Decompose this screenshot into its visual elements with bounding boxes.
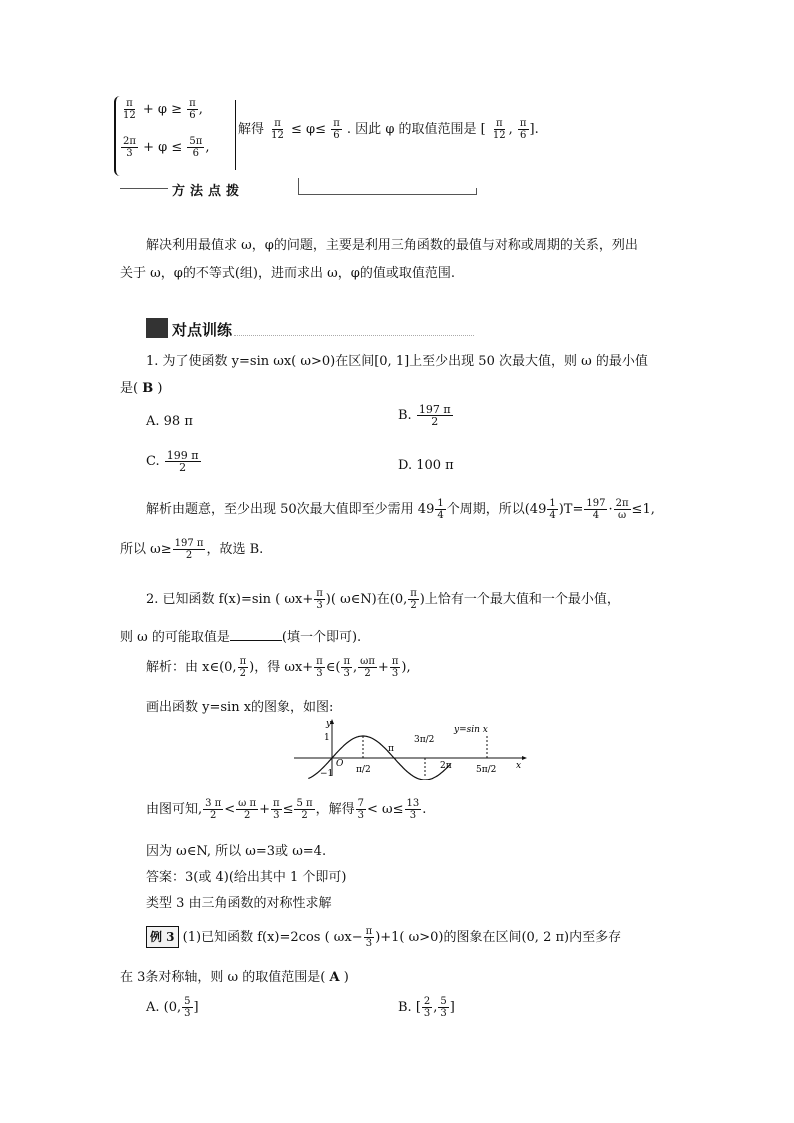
label-pi: π [388,744,394,754]
q2-solution-2: 画出函数 y=sin x的图象，如图: [146,700,334,715]
q2-line-2: 则 ω 的可能取值是 (填一个即可). [120,630,362,645]
method-text-2: 关于 ω，φ的不等式(组)，进而求出 ω，φ的值或取值范围. [120,266,455,281]
system-line-1: $\frac{\pi}{12}$ + φ ≥ $\frac{\pi}{6}$ , [123,98,203,121]
x-axis-arrow [522,756,527,760]
section-heading [146,318,476,340]
section-title: 对点训练 [172,321,233,339]
label-origin: O [336,759,344,769]
q1-option-b: B. $\frac{197 \pi}{2}$ [398,403,451,428]
answer-blank[interactable] [230,628,282,641]
label-y-sin-x: y=sin x [454,725,488,735]
method-text-1: 解决利用最值求 ω，φ的问题，主要是利用三角函数的最值与对称或周期的关系，列出 [146,238,638,253]
system-conclusion: 解得 $\frac{\pi}{12}$ ≤ φ≤ $\frac{\pi}{6}$ . 因此 φ 的取值范围是 [ $\frac{\pi}{12}$ , $\frac{\pi}{6}$ ]. [238,118,539,141]
q1-option-d: D. 100 π [398,458,454,473]
q2-solution-3: 由图可知, $\frac{3 \pi}{2}$ < $\frac{\text{ω π}}{2}$ + $\frac{\pi}{3}$ ≤ $\frac{5 \pi}{2}$ ，解得 $\frac{7}{3}$ < ω≤ $\frac{13}{3}$ . [146,798,427,821]
q2-solution-1: 解析：由 x∈(0, $\frac{\pi}{2}$ )，得 ωx+ $\frac{\pi}{3}$ ∈( $\frac{\pi}{3}$ , $\frac{\omega\pi}{2}$ + $\frac{\pi}{3}$ ), [146,656,411,679]
label-neg1: −1 [320,769,334,779]
method-tip-title: 方法点拨 [172,184,245,199]
right-bar [231,100,236,170]
ex3-answer: A [329,970,340,985]
label-y: y [326,719,332,729]
q1-option-a: A. 98 π [146,414,193,429]
ex3-option-b: B. [ $\frac{2}{3}$ , $\frac{5}{3}$ ] [398,996,455,1019]
ex3-option-a: A. (0, $\frac{5}{3}$ ] [146,996,199,1019]
q2-line-1: 2. 已知函数 f(x)=sin ( ωx+ $\frac{\pi}{3}$ )( ω∈N)在(0, $\frac{\pi}{2}$ )上恰有一个最大值和一个最小值， [146,588,620,611]
q2-answer: 答案：3(或 4)(给出其中 1 个即可) [146,870,347,885]
q1-answer: B [142,381,154,396]
system-line-2: $\frac{2\pi}{3}$ + φ ≤ $\frac{5\pi}{6}$ , [123,136,210,159]
label-1: 1 [324,733,330,743]
label-pi-half: π/2 [356,765,371,775]
label-three-pi-half: 3π/2 [414,735,435,745]
label-x: x [516,761,522,771]
q1-line-2: 是( B ) [120,381,163,396]
q1-solution-2: 所以 ω≥ $\frac{197 \pi}{2}$ ，故选 B. [120,538,264,561]
label-five-pi-half: 5π/2 [476,765,497,775]
q1-solution-1: 解析由题意，至少出现 50次最大值即至少需用 49 $\frac{1}{4}$ 个周期，所以(49 $\frac{1}{4}$ )T= $\frac{197}{4}$ · $\frac{2\pi}{\omega}$ ≤1, [146,498,655,521]
sine-graph [290,716,530,780]
section-block-icon [146,318,168,338]
q1-option-c: C. $\frac{199 \pi}{2}$ [146,449,199,474]
method-tip-header [120,180,475,200]
type-3-heading: 类型 3 由三角函数的对称性求解 [146,896,332,911]
label-two-pi: 2π [440,761,452,771]
example-badge: 例 3 [146,926,179,948]
ex3-line-1: 例 3 (1)已知函数 f(x)=2cos ( ωx− $\frac{\pi}{3}$ )+1( ω>0)的图象在区间(0, 2 π)内至多存 [146,926,621,949]
ex3-line-2: 在 3条对称轴，则 ω 的取值范围是( A ) [120,970,349,985]
q2-solution-4: 因为 ω∈N, 所以 ω=3或 ω=4. [146,844,327,859]
q1-line-1: 1. 为了使函数 y=sin ωx( ω>0)在区间[0, 1]上至少出现 50 次最大值，则 ω 的最小值 [146,354,648,369]
